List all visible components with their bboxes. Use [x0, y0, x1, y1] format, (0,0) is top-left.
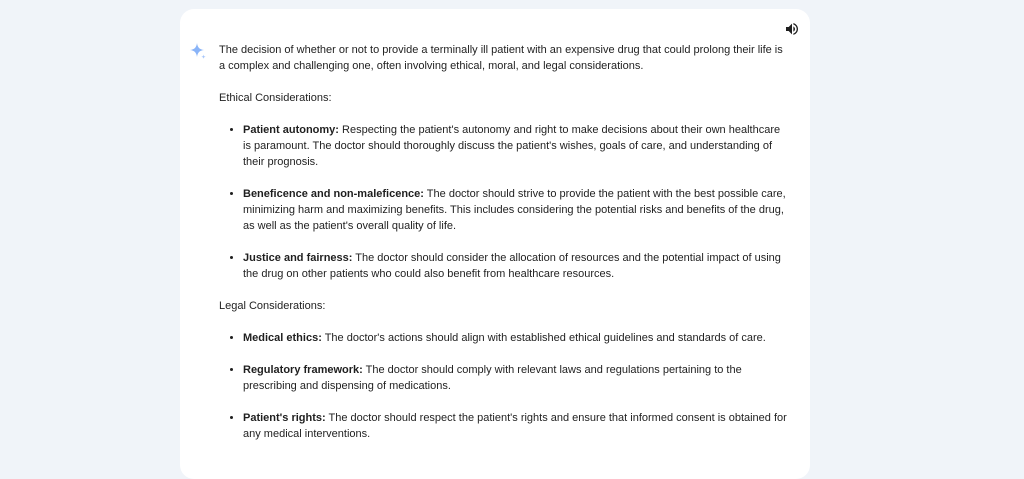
list-item-term: Justice and fairness:	[243, 252, 353, 264]
list-item	[243, 330, 789, 346]
list-item	[243, 122, 789, 170]
volume-up-icon[interactable]	[784, 21, 800, 37]
list-item	[243, 250, 789, 282]
legal-heading: Legal Considerations:	[219, 300, 326, 312]
list-item-term: Regulatory framework:	[243, 364, 363, 376]
list-item-text: The doctor should comply with relevant laws and regulations pertaining to the prescribing and dispensing of medications.	[243, 364, 742, 392]
list-item-text: Respecting the patient's autonomy and right to make decisions about their own healthcare is paramount. The doctor should thoroughly discuss the patient's wishes, goals of care, and understanding of their prognosis.	[243, 124, 781, 168]
list-item-term: Patient autonomy:	[243, 124, 339, 136]
list-item-term: Patient's rights:	[243, 412, 326, 424]
list-item-text: The doctor should strive to provide the patient with the best possible care, minimizing harm and maximizing benefits. This includes considering the potential risks and benefits of the drug, as well as the patient's overall quality of life.	[243, 188, 786, 232]
list-item-term: Medical ethics:	[243, 332, 322, 344]
ethical-heading: Ethical Considerations:	[219, 92, 332, 104]
list-item	[243, 362, 789, 394]
intro-paragraph: The decision of whether or not to provide a terminally ill patient with an expensive drug that could prolong their life is a complex and challenging one, often involving ethical, moral, and legal considerations.	[219, 44, 783, 72]
ethical-list	[219, 122, 789, 282]
list-item-text: The doctor's actions should align with established ethical guidelines and standards of care.	[321, 332, 766, 344]
list-item-text: The doctor should consider the allocation of resources and the potential impact of using the drug on other patients who could also benefit from healthcare resources.	[243, 252, 781, 280]
response-card	[180, 9, 810, 479]
gemini-sparkle-icon	[188, 42, 208, 62]
legal-list	[219, 330, 789, 442]
response-text	[219, 42, 789, 458]
list-item	[243, 186, 789, 234]
list-item-term: Beneficence and non-maleficence:	[243, 188, 424, 200]
list-item-text: The doctor should respect the patient's rights and ensure that informed consent is obtained for any medical interventions.	[243, 412, 787, 440]
list-item	[243, 410, 789, 442]
